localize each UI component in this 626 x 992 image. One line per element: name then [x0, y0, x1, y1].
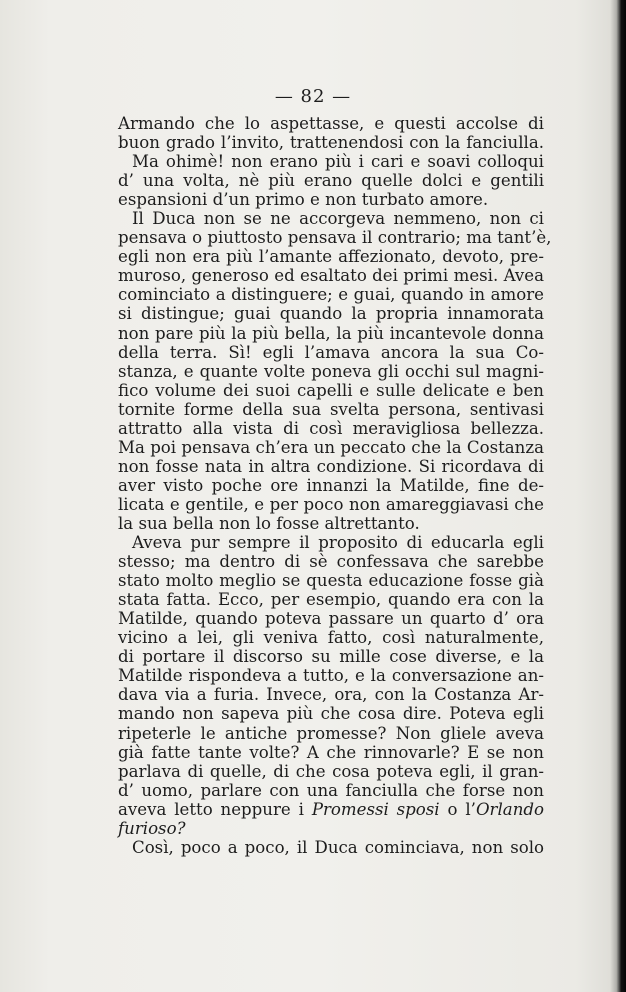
page-binding-shadow [610, 0, 626, 992]
text-line: tornite forme della sua svelta persona, sentivasi [118, 399, 544, 419]
text-line: fico volume dei suoi capelli e sulle delicate e ben [118, 380, 544, 400]
text-line: cominciato a distinguere; e guai, quando in amore [118, 285, 544, 305]
text-line: Il Duca non se ne accorgeva nemmeno, non ci [132, 209, 544, 229]
text-line: stato molto meglio se questa educazione fosse già [118, 571, 544, 591]
text-line: stesso; ma dentro di sè confessava che sarebbe [118, 552, 544, 572]
book-title-promessi-sposi: Promessi sposi [311, 799, 440, 819]
text-line: muroso, generoso ed esaltato dei primi mesi. Avea [118, 266, 544, 286]
text-line-last: Così, poco a poco, il Duca cominciava, non solo [132, 837, 544, 857]
text-line: della terra. Sì! egli l’amava ancora la sua Co- [118, 342, 544, 362]
text-line: vicino a lei, gli veniva fatto, così naturalmente, [118, 628, 544, 648]
text-line: ripeterle le antiche promesse? Non gliele aveva [118, 723, 544, 743]
text-line: Matilde rispondeva a tutto, e la conversazione an- [118, 666, 544, 686]
text-line: aver visto poche ore innanzi la Matilde, fine de- [118, 475, 544, 495]
book-title-orlando: Orlando [475, 799, 544, 819]
body-text [118, 114, 552, 857]
text-line: Matilde, quando poteva passare un quarto d’ ora [118, 609, 544, 629]
text-line: espansioni d’un primo e non turbato amore. [118, 190, 489, 210]
text-line: buon grado l’invito, trattenendosi con la fanciulla. [118, 133, 544, 153]
question-mark: ? [176, 818, 186, 838]
text-line: non fosse nata in altra condizione. Si ricordava di [118, 456, 544, 476]
text-line: pensava o piuttosto pensava il contrario; ma tant’è, [118, 228, 552, 248]
text-line-with-titles [118, 800, 544, 819]
text-line: già fatte tante volte? A che rinnovarle? E se non [118, 742, 544, 762]
book-title-furioso: furioso [118, 818, 177, 838]
text-line: dava via a furia. Invece, ora, con la Costanza Ar- [118, 685, 544, 705]
text-line: attratto alla vista di così meravigliosa bellezza. [118, 418, 544, 438]
line-text-before: aveva letto neppure i [118, 799, 312, 819]
text-line: d’ uomo, parlare con una fanciulla che forse non [118, 780, 544, 800]
text-line: non pare più la più bella, la più incantevole donna [118, 323, 544, 343]
line-text-middle: o l’ [439, 799, 476, 819]
text-line: si distingue; guai quando la propria innamorata [118, 304, 544, 324]
text-line-furioso [118, 819, 544, 838]
text-line: Ma poi pensava ch’era un peccato che la Costanza [118, 437, 544, 457]
text-line: parlava di quelle, di che cosa poteva egli, il gran- [118, 761, 544, 781]
text-line: Ma ohimè! non erano più i cari e soavi colloqui [132, 152, 544, 172]
text-line: di portare il discorso su mille cose diverse, e la [118, 647, 544, 667]
text-line: stata fatta. Ecco, per esempio, quando era con la [118, 590, 544, 610]
text-line: Aveva pur sempre il proposito di educarla egli [132, 533, 544, 553]
text-line: licata e gentile, e per poco non amareggiavasi che [118, 494, 544, 514]
text-line: egli non era più l’amante affezionato, devoto, pre- [118, 247, 544, 267]
page-number: — 82 — [274, 86, 352, 107]
text-line: Armando che lo aspettasse, e questi accolse di [118, 114, 544, 133]
text-line: la sua bella non lo fosse altrettanto. [118, 513, 420, 533]
text-line: mando non sapeva più che cosa dire. Poteva egli [118, 704, 544, 724]
text-line: stanza, e quante volte poneva gli occhi sul magni- [118, 361, 544, 381]
text-line: d’ una volta, nè più erano quelle dolci e gentili [118, 171, 544, 191]
